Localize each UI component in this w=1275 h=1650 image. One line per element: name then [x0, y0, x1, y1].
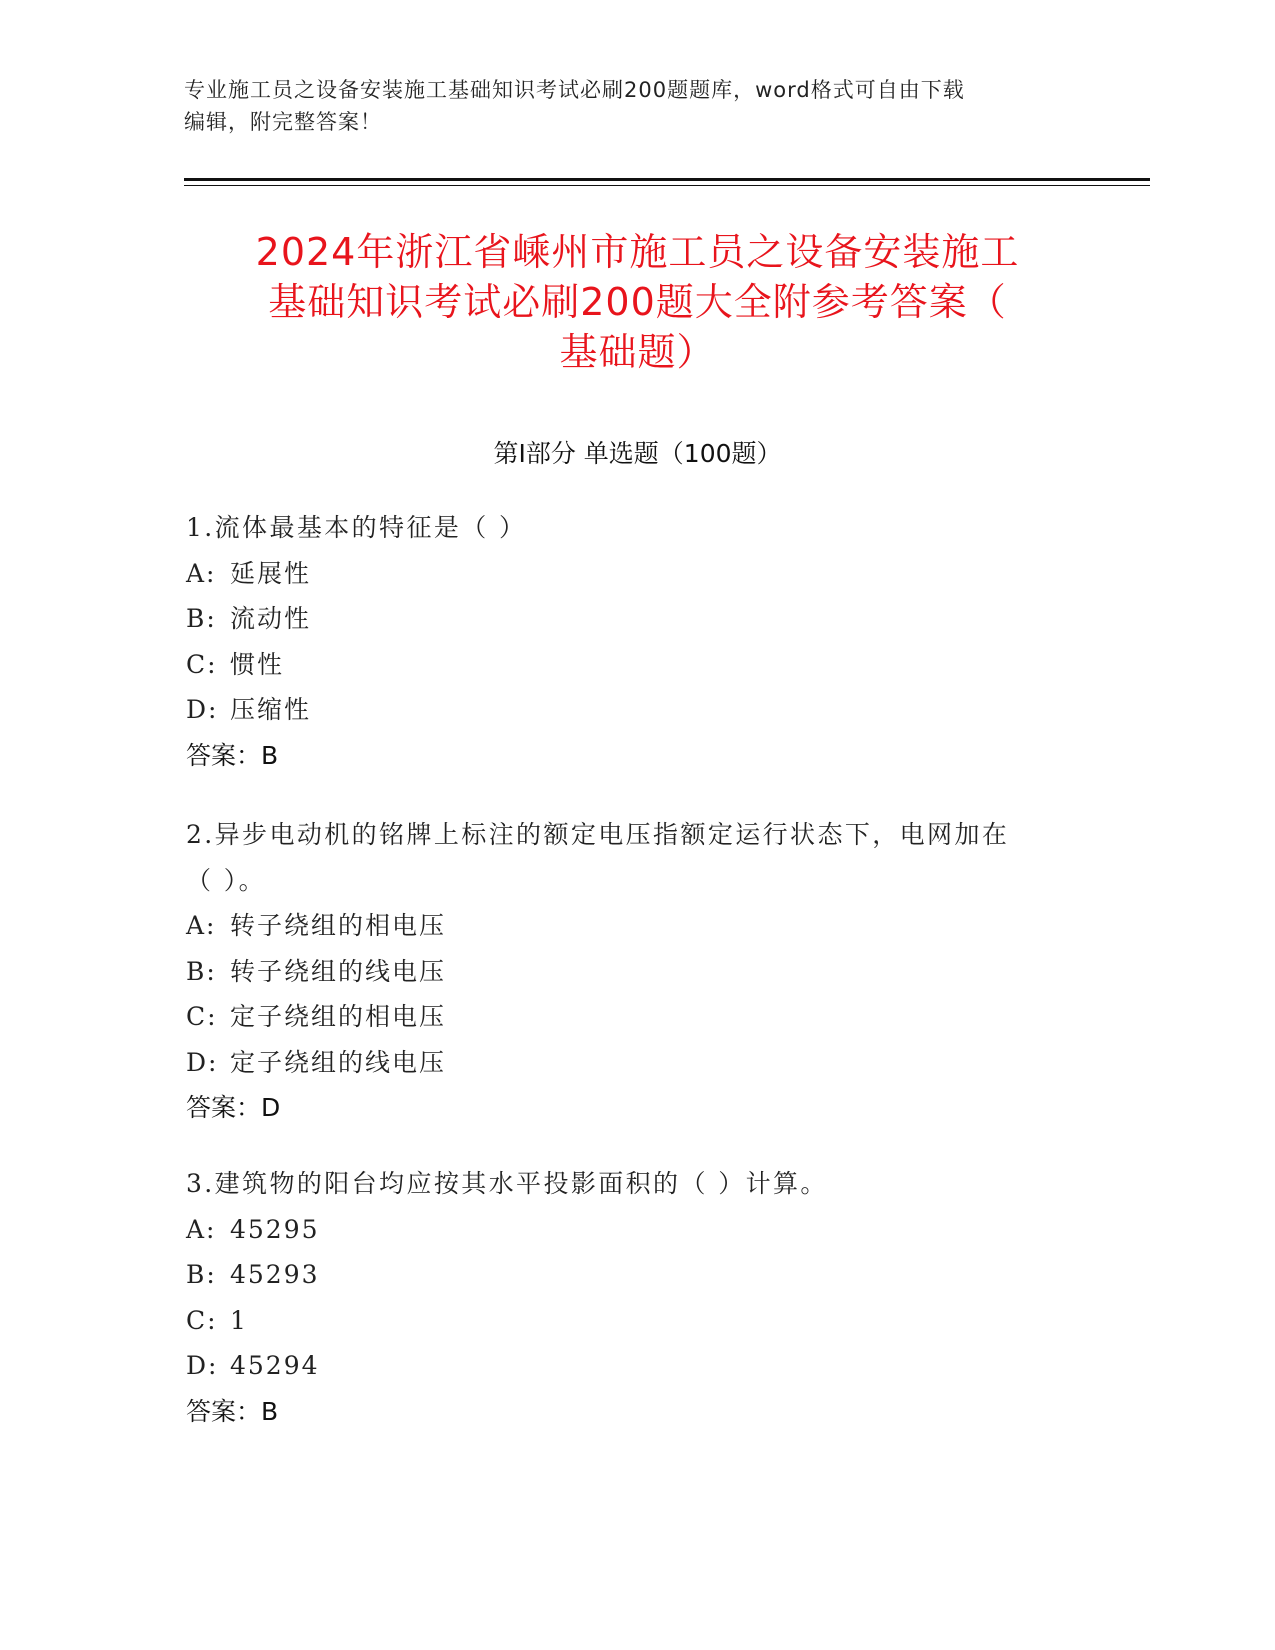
question-stem-line-2: （ ）。: [186, 865, 267, 895]
question-3: [186, 1161, 1086, 1434]
option-b: [186, 1252, 1086, 1298]
option-text: 定子绕组的线电压: [230, 1047, 447, 1077]
header-rule-thin: [184, 185, 1150, 186]
option-label: C:: [186, 1002, 218, 1031]
option-text: 45295: [230, 1214, 320, 1244]
question-stem-line-1: 2.异步电动机的铭牌上标注的额定电压指额定运行状态下，电网加在: [186, 820, 1010, 849]
document-title-line-2: 基础知识考试必刷200题大全附参考答案（: [268, 280, 1007, 324]
document-title-line-3: 基础题）: [559, 330, 716, 374]
option-a: [186, 1207, 1086, 1253]
option-text: 1: [230, 1305, 248, 1335]
option-b: [186, 596, 1086, 642]
question-1: [186, 505, 1086, 778]
option-c: [186, 642, 1086, 688]
document-title: [160, 227, 1115, 377]
option-text: 45294: [230, 1351, 320, 1380]
section-heading: 第Ⅰ部分 单选题（100题）: [493, 439, 782, 468]
question-stem: 1.流体最基本的特征是（ ）: [186, 513, 527, 542]
option-text: 定子绕组的相电压: [230, 1002, 447, 1031]
answer: 答案：D: [186, 1093, 281, 1122]
option-text: 惯性: [230, 649, 285, 679]
header-note: [184, 74, 1064, 138]
option-b: [186, 949, 1086, 995]
document-title-line-1: 2024年浙江省嵊州市施工员之设备安装施工: [255, 230, 1020, 274]
option-label: A:: [186, 1214, 217, 1244]
option-c: [186, 994, 1086, 1040]
option-label: A:: [186, 911, 217, 940]
option-label: D:: [186, 1351, 219, 1380]
header-note-line-1: 专业施工员之设备安装施工基础知识考试必刷200题题库，word格式可自由下载: [184, 78, 965, 102]
option-text: 转子绕组的线电压: [230, 956, 447, 986]
option-a: [186, 903, 1086, 949]
answer: 答案：B: [186, 740, 279, 770]
option-d: [186, 687, 1086, 733]
option-text: 压缩性: [230, 695, 312, 724]
option-d: [186, 1040, 1086, 1086]
option-text: 转子绕组的相电压: [230, 911, 447, 940]
option-label: D:: [186, 1047, 219, 1077]
option-label: B:: [186, 604, 217, 633]
option-d: [186, 1343, 1086, 1389]
header-rule-thick: [184, 178, 1150, 181]
option-text: 流动性: [230, 604, 312, 633]
option-label: C:: [186, 1305, 218, 1335]
question-2: [186, 812, 1086, 1131]
option-a: [186, 551, 1086, 597]
question-stem: 3.建筑物的阳台均应按其水平投影面积的（ ）计算。: [186, 1169, 828, 1198]
option-text: 延展性: [230, 558, 312, 588]
option-label: B:: [186, 1260, 217, 1289]
option-label: B:: [186, 956, 217, 986]
option-label: D:: [186, 695, 219, 724]
answer: 答案：B: [186, 1396, 279, 1426]
option-text: 45293: [230, 1260, 320, 1289]
option-label: A:: [186, 558, 217, 588]
header-note-line-2: 编辑，附完整答案！: [184, 110, 382, 134]
option-label: C:: [186, 649, 218, 679]
option-c: [186, 1298, 1086, 1344]
